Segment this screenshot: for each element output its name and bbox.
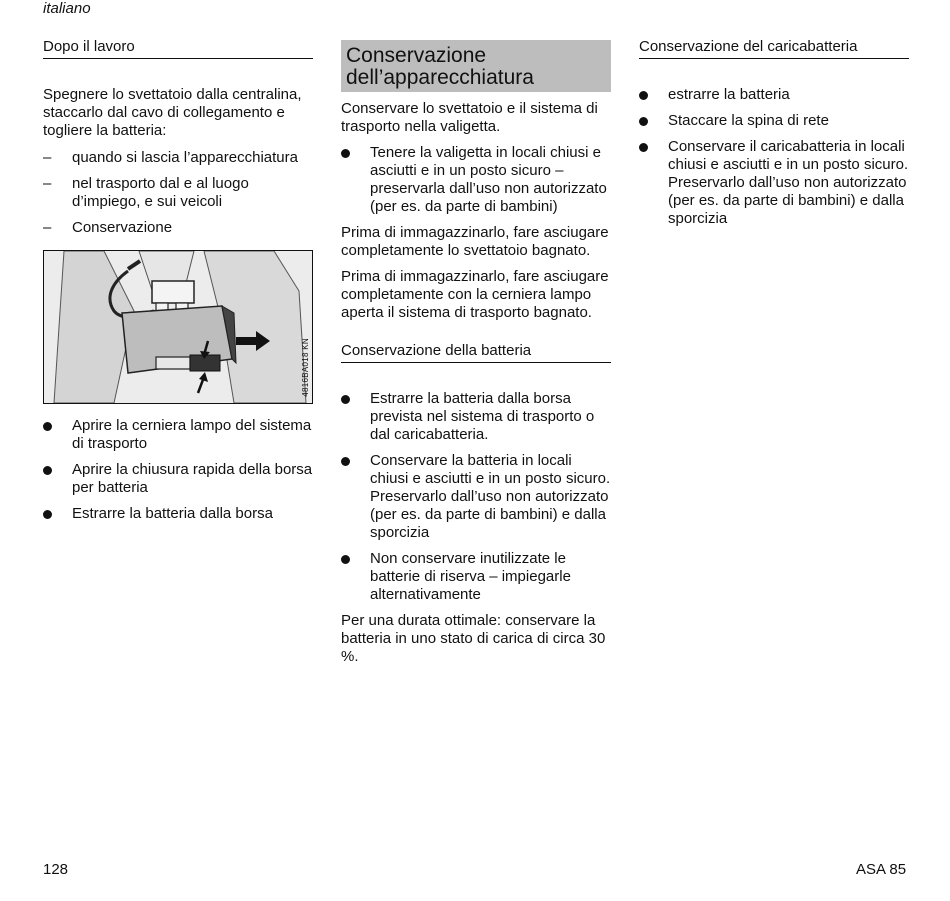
list-item: Tenere la valigetta in locali chiusi e asciutti e in un posto sicuro – preservarla dall’uso non autorizzato (per es. da parte di bambini): [341, 144, 611, 216]
bullet-list: [341, 390, 611, 604]
list-item: Estrarre la batteria dalla borsa: [43, 505, 313, 523]
list-item: Non conservare inutilizzate le batterie di riserva – impiegarle alternativamente: [341, 550, 611, 604]
paragraph: Conservare lo svettatoio e il sistema di trasporto nella valigetta.: [341, 100, 598, 135]
model-name: ASA 85: [856, 861, 907, 878]
heading-battery-storage: Conservazione della batteria: [341, 342, 611, 363]
heading-charger-storage: Conservazione del caricabatteria: [639, 38, 909, 59]
paragraph: Prima di immagazzinarlo, fare asciugare completamente lo svettatoio bagnato.: [341, 224, 609, 259]
bullet-dot-icon: [43, 510, 52, 519]
dash-item: – nel trasporto dal e al luogo d’impiego, e sui veicoli: [43, 175, 249, 210]
bullet-list: [43, 417, 313, 523]
column-charger-storage: [639, 38, 909, 228]
dash-list: [43, 149, 313, 237]
page-number: 128: [43, 861, 69, 878]
bullet-dot-icon: [341, 555, 350, 564]
dash-item: – Conservazione: [43, 219, 173, 236]
bullet-dot-icon: [639, 91, 648, 100]
bullet-dot-icon: [341, 457, 350, 466]
bullet-list: [639, 86, 909, 228]
list-item: estrarre la batteria: [639, 86, 909, 104]
bullet-dot-icon: [341, 149, 350, 158]
bullet-dot-icon: [639, 117, 648, 126]
bullet-dot-icon: [639, 143, 648, 152]
intro-paragraph: Spegnere lo svettatoio dalla centralina, staccarlo dal cavo di collegamento e togliere la batteria:: [43, 86, 302, 139]
paragraph: Prima di immagazzinarlo, fare asciugare completamente con la cerniera lampo aperta il sistema di trasporto bagnato.: [341, 268, 609, 321]
list-item: Estrarre la batteria dalla borsa prevista nel sistema di trasporto o dal caricabatteria.: [341, 390, 611, 444]
language-label: italiano: [43, 0, 91, 17]
list-item: Conservare la batteria in locali chiusi e asciutti e in un posto sicuro. Preservarlo dall’uso non autorizzato (per es. da parte di bambini) e dalla sporcizia: [341, 452, 611, 542]
illustration-battery-bag: [43, 250, 313, 404]
battery-bag-drawing: [44, 251, 312, 403]
column-after-work: [43, 38, 313, 523]
dash-icon: –: [43, 149, 52, 166]
section-title: Conservazione dell’apparecchiatura: [341, 40, 611, 92]
list-item: Conservare il caricabatteria in locali chiusi e asciutti e in un posto sicuro. Preservarlo dall’uso non autorizzato (per es. da parte di bambini) e dalla sporcizia: [639, 138, 909, 228]
column-storage: [341, 38, 611, 666]
bullet-dot-icon: [341, 395, 350, 404]
list-item: Aprire la cerniera lampo del sistema di trasporto: [43, 417, 313, 453]
paragraph: Per una durata ottimale: conservare la batteria in uno stato di carica di circa 30 %.: [341, 612, 606, 665]
dash-icon: –: [43, 175, 52, 192]
heading-after-work: Dopo il lavoro: [43, 38, 313, 59]
list-item: Aprire la chiusura rapida della borsa per batteria: [43, 461, 313, 497]
dash-icon: –: [43, 219, 52, 236]
figure-code: 4816BA018 KN: [301, 338, 310, 397]
dash-item: – quando si lascia l’apparecchiatura: [43, 149, 298, 166]
list-item: Staccare la spina di rete: [639, 112, 909, 130]
bullet-dot-icon: [43, 466, 52, 475]
bullet-dot-icon: [43, 422, 52, 431]
